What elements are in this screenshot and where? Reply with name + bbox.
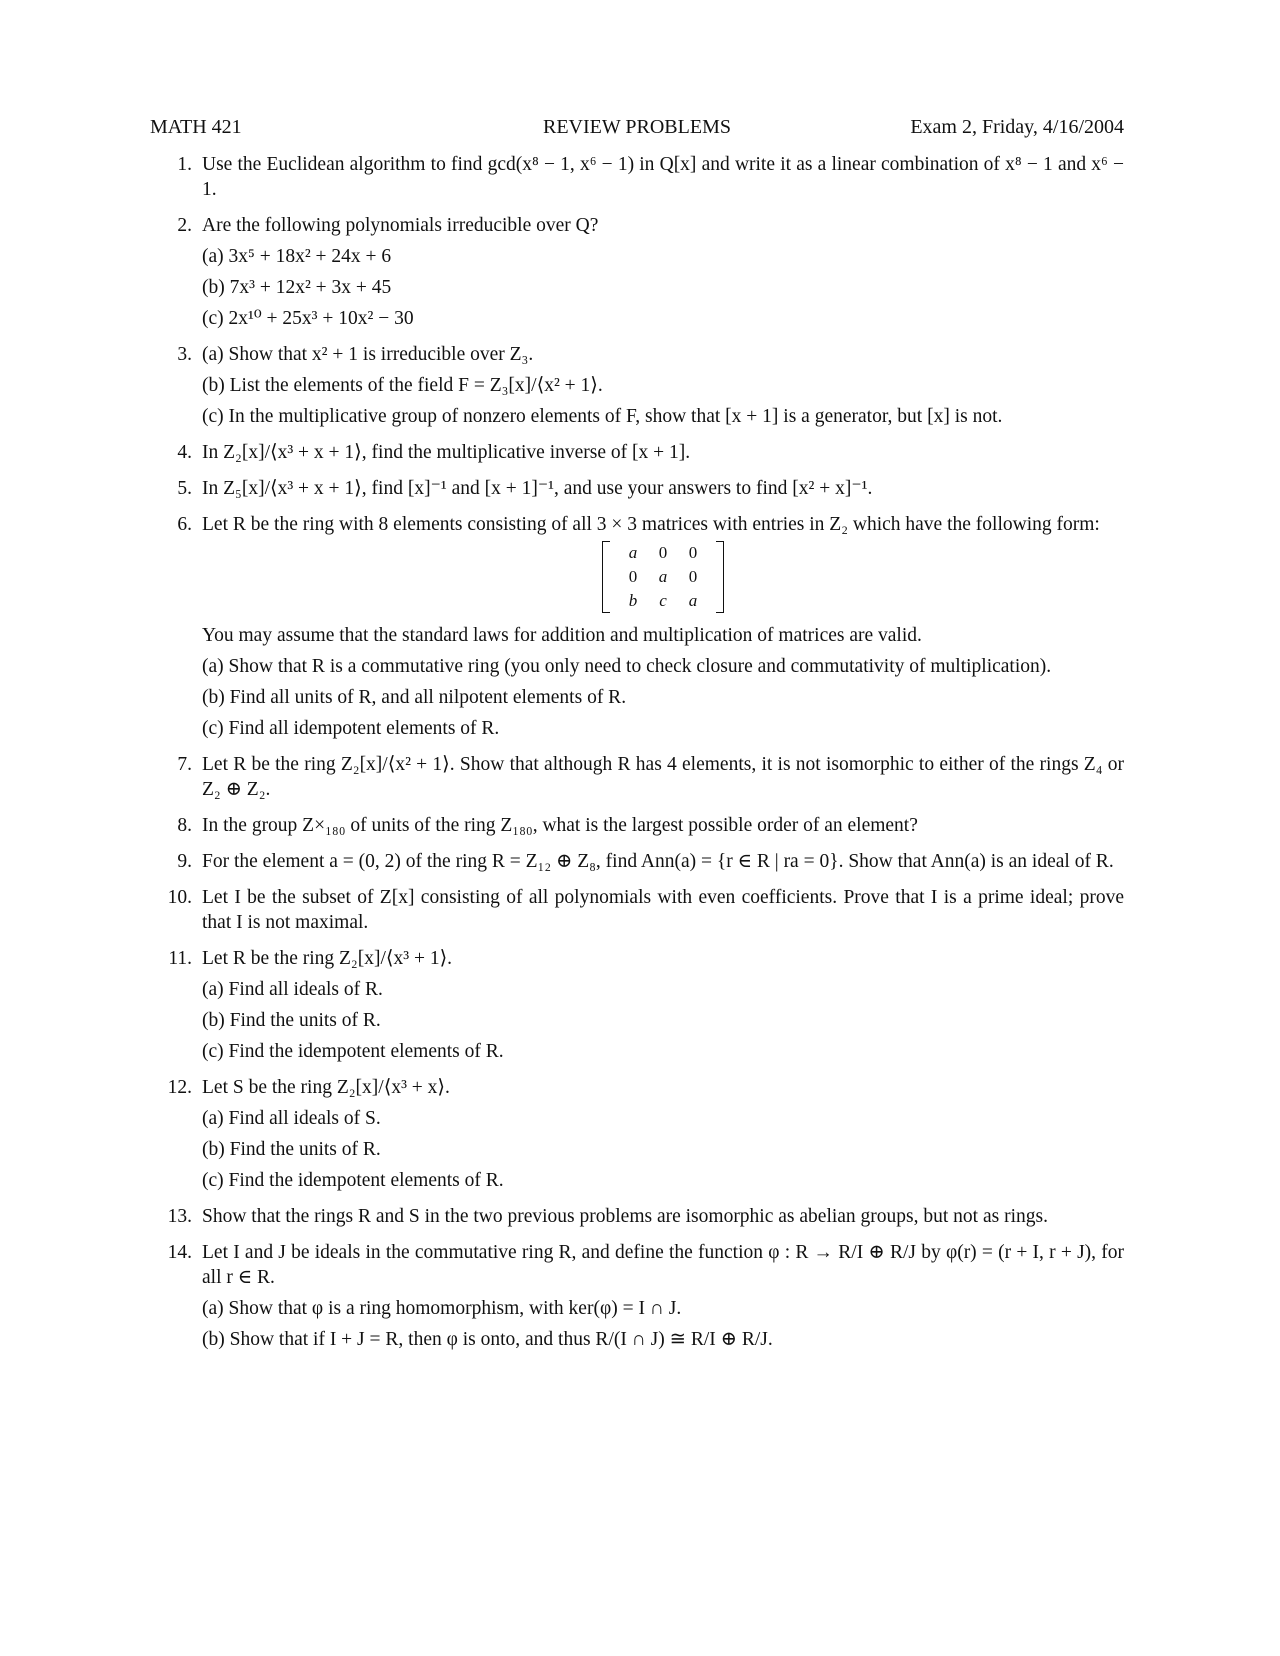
problem-text: Let I and J be ideals in the commutative ring R, and define the function φ : R → R/I ⊕ R/J by φ(r) = (r + I, r + J), for all r ∈ R. <box>202 1242 1124 1288</box>
problem-part-b: (b) Find the units of R. <box>202 1139 381 1160</box>
problem-part-c: (c) Find all idempotent elements of R. <box>202 718 500 739</box>
problem-number: 12. <box>167 1077 192 1098</box>
problem-text: Let R be the ring Z₂[x]/⟨x² + 1⟩. Show that although R has 4 elements, it is not isomorphic to either of the rings Z₄ or Z₂ ⊕ Z₂. <box>202 754 1124 800</box>
problem-11 <box>150 946 1124 1064</box>
problem-text: Let I be the subset of Z[x] consisting of all polynomials with even coefficients. Prove that I is a prime ideal; prove that I is not maximal. <box>202 887 1124 933</box>
matrix-cell: 0 <box>688 567 698 586</box>
matrix-cell: a <box>628 543 638 562</box>
matrix-cell: 0 <box>658 543 668 562</box>
problem-number: 9. <box>177 851 192 872</box>
problem-text: In Z₅[x]/⟨x³ + x + 1⟩, find [x]⁻¹ and [x + 1]⁻¹, and use your answers to find [x² + x]⁻¹. <box>202 478 873 499</box>
problem-number: 3. <box>177 344 192 365</box>
problem-text: In Z₂[x]/⟨x³ + x + 1⟩, find the multiplicative inverse of [x + 1]. <box>202 442 691 463</box>
problem-number: 11. <box>168 948 192 969</box>
problem-part-b: (b) Show that if I + J = R, then φ is onto, and thus R/(I ∩ J) ≅ R/I ⊕ R/J. <box>202 1329 773 1350</box>
problem-text: For the element a = (0, 2) of the ring R = Z₁₂ ⊕ Z₈, find Ann(a) = {r ∈ R | ra = 0}. Show that Ann(a) is an ideal of R. <box>202 851 1114 872</box>
problem-12 <box>150 1075 1124 1193</box>
problem-part-c: (c) In the multiplicative group of nonzero elements of F, show that [x + 1] is a generator, but [x] is not. <box>202 406 1003 427</box>
matrix-cell: b <box>628 591 638 610</box>
problem-number: 2. <box>177 215 192 236</box>
problem-part-b: (b) Find all units of R, and all nilpotent elements of R. <box>202 687 627 708</box>
right-bracket <box>716 541 724 613</box>
problem-part-a: (a) 3x⁵ + 18x² + 24x + 6 <box>202 246 392 267</box>
problem-text: In the group Z×₁₈₀ of units of the ring Z₁₈₀, what is the largest possible order of an element? <box>202 815 918 836</box>
problem-9 <box>150 849 1124 874</box>
problem-3 <box>150 342 1124 429</box>
problem-8 <box>150 813 1124 838</box>
problem-text: Let R be the ring with 8 elements consisting of all 3 × 3 matrices with entries in Z₂ which have the following form: <box>202 514 1100 535</box>
matrix <box>602 541 724 613</box>
problem-part-b: (b) Find the units of R. <box>202 1010 381 1031</box>
problem-part-b: (b) List the elements of the field F = Z₃[x]/⟨x² + 1⟩. <box>202 375 603 396</box>
matrix-cell: a <box>658 567 668 586</box>
problem-7 <box>150 752 1124 802</box>
problem-number: 14. <box>167 1242 192 1263</box>
problem-part-a: (a) Show that R is a commutative ring (you only need to check closure and commutativity of multiplication). <box>202 656 1052 677</box>
problem-text: Show that the rings R and S in the two previous problems are isomorphic as abelian groups, but not as rings. <box>202 1206 1048 1227</box>
matrix-cell: 0 <box>688 543 698 562</box>
document-title: REVIEW PROBLEMS <box>543 116 731 138</box>
matrix-cell: a <box>688 591 698 610</box>
problem-number: 10. <box>167 887 192 908</box>
matrix-display <box>202 541 1124 615</box>
left-bracket <box>602 541 610 613</box>
problem-2 <box>150 213 1124 331</box>
problem-1 <box>150 152 1124 202</box>
matrix-cell: 0 <box>628 567 638 586</box>
problem-text: Let S be the ring Z₂[x]/⟨x³ + x⟩. <box>202 1077 450 1098</box>
problem-13 <box>150 1204 1124 1229</box>
problem-text: Are the following polynomials irreducible over Q? <box>202 215 599 236</box>
matrix-table <box>618 541 708 613</box>
problem-note: You may assume that the standard laws for addition and multiplication of matrices are valid. <box>202 625 922 646</box>
matrix-row <box>618 565 708 589</box>
page-header <box>150 114 1124 142</box>
problem-part-b: (b) 7x³ + 12x² + 3x + 45 <box>202 277 392 298</box>
problem-part-a: (a) Find all ideals of R. <box>202 979 383 1000</box>
problem-part-a: (a) Show that x² + 1 is irreducible over Z₃. <box>202 344 534 365</box>
problem-part-c: (c) 2x¹⁰ + 25x³ + 10x² − 30 <box>202 308 414 329</box>
exam-info: Exam 2, Friday, 4/16/2004 <box>910 116 1124 138</box>
problem-14 <box>150 1240 1124 1352</box>
problem-text: Use the Euclidean algorithm to find gcd(x⁸ − 1, x⁶ − 1) in Q[x] and write it as a linear combination of x⁸ − 1 and x⁶ − 1. <box>202 154 1124 200</box>
problem-number: 4. <box>177 442 192 463</box>
problem-part-a: (a) Find all ideals of S. <box>202 1108 381 1129</box>
problem-4 <box>150 440 1124 465</box>
problem-part-c: (c) Find the idempotent elements of R. <box>202 1041 504 1062</box>
matrix-row <box>618 589 708 613</box>
problem-number: 1. <box>177 154 192 175</box>
problem-list <box>150 152 1124 1363</box>
problem-number: 13. <box>167 1206 192 1227</box>
matrix-row <box>618 541 708 565</box>
problem-part-c: (c) Find the idempotent elements of R. <box>202 1170 504 1191</box>
problem-number: 7. <box>177 754 192 775</box>
problem-number: 5. <box>177 478 192 499</box>
problem-number: 6. <box>177 514 192 535</box>
matrix-cell: c <box>659 591 667 610</box>
problem-number: 8. <box>177 815 192 836</box>
course-code: MATH 421 <box>150 116 242 138</box>
problem-text: Let R be the ring Z₂[x]/⟨x³ + 1⟩. <box>202 948 453 969</box>
problem-5 <box>150 476 1124 501</box>
problem-10 <box>150 885 1124 935</box>
problem-part-a: (a) Show that φ is a ring homomorphism, with ker(φ) = I ∩ J. <box>202 1298 682 1319</box>
problem-6 <box>150 512 1124 741</box>
